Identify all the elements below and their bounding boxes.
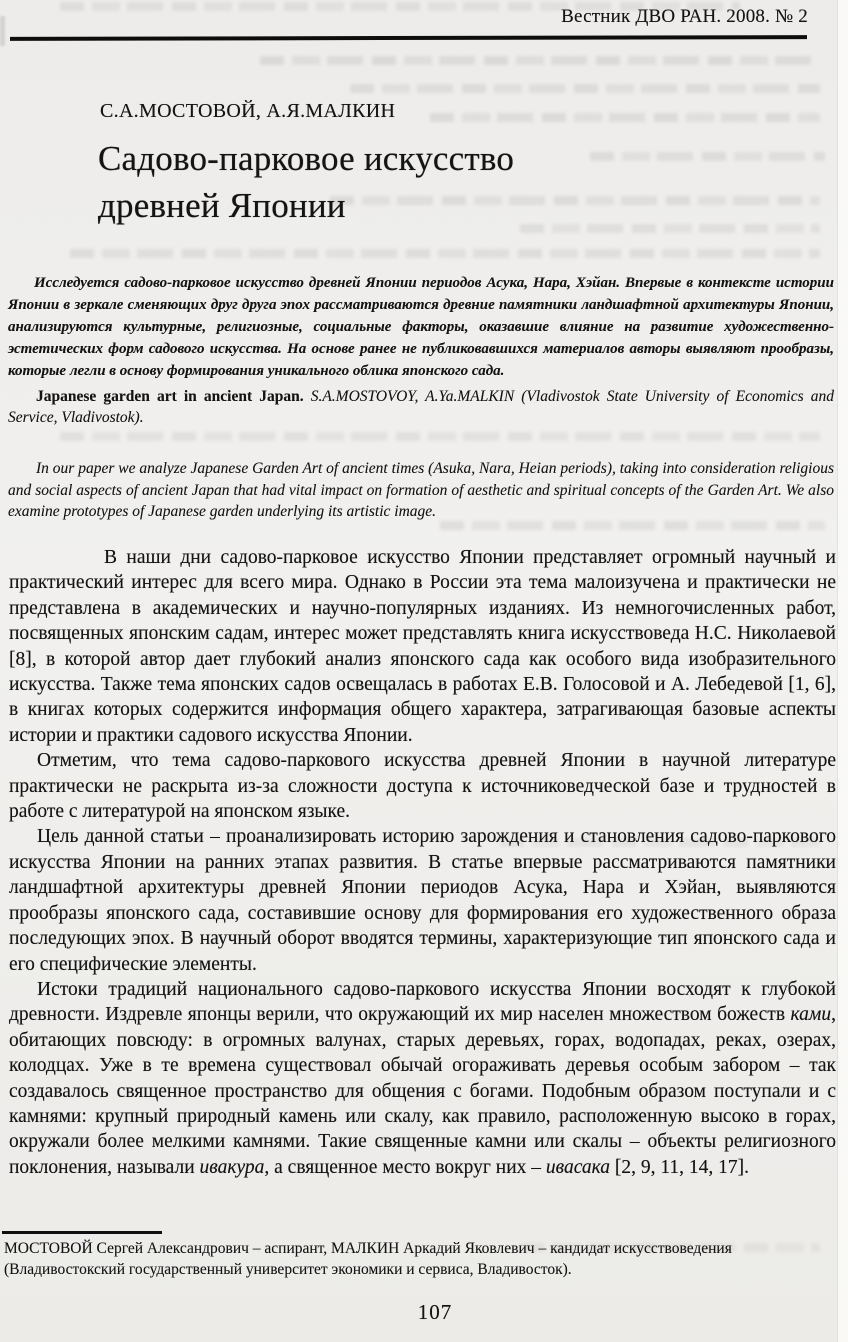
footnote-rule	[2, 1231, 162, 1234]
scan-edge	[838, 0, 848, 1342]
page-number: 107	[417, 1300, 453, 1324]
bleedthrough-artifact	[430, 113, 820, 122]
bleedthrough-artifact	[350, 84, 820, 93]
bleedthrough-artifact	[60, 432, 820, 441]
journal-header: Вестник ДВО РАН. 2008. № 2	[561, 6, 808, 27]
body-paragraph: Отметим, что тема садово-паркового искусства древней Японии в научной литературе практически не раскрыта из-за сложности доступа к источниковедческой базе и трудностей в работе с литературой на японском языке.	[9, 750, 836, 823]
abstract-english: In our paper we analyze Japanese Garden Art of ancient times (Asuka, Nara, Heian periods), taking into consideration religious and social aspects of ancient Japan that had vital impact on formation of aesthetic and spiritual concepts of the Garden Art. We also examine prototypes of Japanese garden underlying its artistic image.	[8, 460, 835, 520]
english-authors-affiliation: S.A.MOSTOVOY, A.Ya.MALKIN (Vladivostok State University of Economics and Service, Vladivostok).	[8, 388, 834, 426]
body-paragraph: Истоки традиций национального садово-паркового искусства Японии восходят к глубокой древности. Издревле японцы верили, что окружающий их мир населен множеством божеств ками, обитающих повсюду: в огромных валунах, старых деревьях, горах, водопадах, реках, озерах, колодцах. Уже в те времена существовал обычай огораживать деревья особым забором – так создавалось священное пространство для общения с богами. Подобным образом поступали и с камнями: крупный природный камень или скалу, как правило, расположенную высоко в горах, окружали более мелкими камнями. Такие священные камни или скалы – объекты религиозного поклонения, называли ивакура, а священное место вокруг них – ивасака [2, 9, 11, 14, 17].	[9, 978, 836, 1178]
body-paragraph: Цель данной статьи – проанализировать историю зарождения и становления садово-паркового искусства Японии на ранних этапах развития. В статье впервые рассматриваются памятники ландшафтной архитектуры древней Японии периодов Асука, Нара и Хэйан, выявляются прообразы японского сада, составившие основу для формирования его художественного образа последующих эпох. В научный оборот вводятся термины, характеризующие тип японского сада и его специфические элементы.	[9, 826, 836, 975]
article-title	[98, 135, 514, 229]
article-title-line1: Садово-парковое искусство	[98, 139, 515, 178]
abstract-russian: Исследуется садово-парковое искусство древней Японии периодов Асука, Нара, Хэйан. Впервые в контексте истории Японии в зеркале сменяющих друг друга эпох рассматриваются древние памятники ландшафтной архитектуры Японии, анализируются культурные, религиозные, социальные факторы, оказавшие влияние на развитие художественно-эстетических форм садового искусства. На основе ранее не публиковавшихся материалов авторы выявляют прообразы, которые легли в основу формирования уникального облика японского сада.	[8, 275, 834, 379]
body-paragraph: В наши дни садово-парковое искусство Японии представляет огромный научный и практический интерес для всего мира. Однако в России эта тема малоизучена и практически не представлена в академических и научно-популярных изданиях. Из немногочисленных работ, посвященных японским садам, интерес может представлять книга искусствоведа Н.С. Николаевой [8], в которой автор дает глубокий анализ японского сада как особого вида изобразительного искусства. Также тема японских садов освещалась в работах Е.В. Голосовой и А. Лебедевой [1, 6], в книгах которых содержится информация общего характера, затрагивающая базовые аспекты истории и практики садового искусства Японии.	[9, 547, 836, 746]
article-authors: С.А.МОСТОВОЙ, А.Я.МАЛКИН	[100, 100, 396, 122]
scan-corner-mark	[0, 16, 5, 46]
body-paragraphs	[9, 545, 836, 1180]
bleedthrough-artifact	[260, 56, 820, 65]
english-citation	[8, 386, 834, 428]
article-title-line2: древней Японии	[98, 186, 346, 225]
bleedthrough-artifact	[520, 224, 820, 233]
bleedthrough-artifact	[70, 249, 820, 258]
author-footnote: МОСТОВОЙ Сергей Александрович – аспирант, МАЛКИН Аркадий Яковлевич – кандидат искусствоведения (Владивостокский государственный университет экономики и сервиса, Владивосток).	[4, 1240, 732, 1278]
english-title: Japanese garden art in ancient Japan.	[36, 388, 304, 405]
header-rule	[10, 35, 807, 41]
bleedthrough-artifact	[590, 152, 825, 161]
